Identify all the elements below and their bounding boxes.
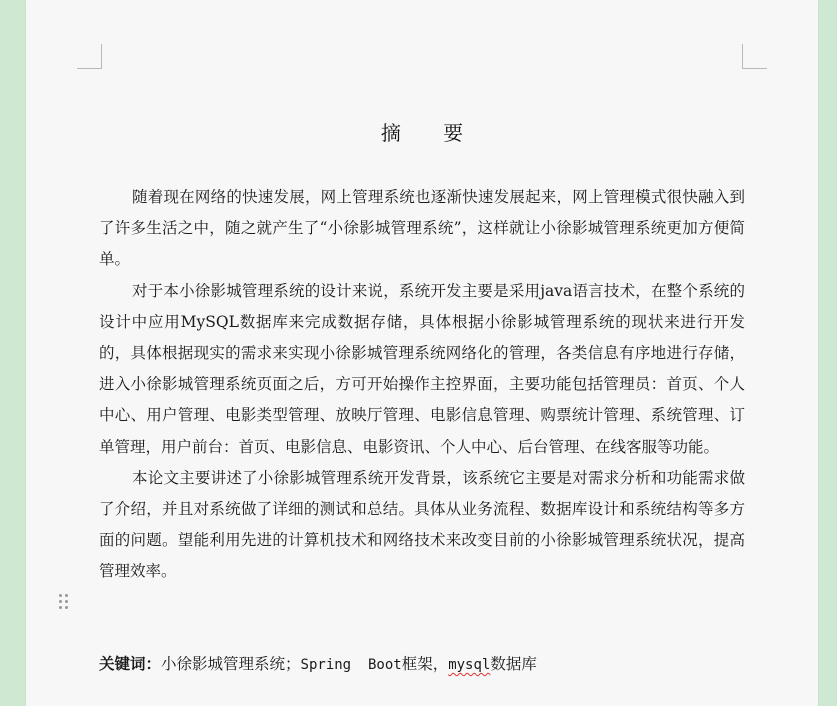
keyword-framework: 框架， xyxy=(401,655,449,673)
margin-corner-top-left xyxy=(77,44,102,69)
document-page[interactable] xyxy=(26,0,818,706)
abstract-paragraph-1[interactable]: 随着现在网络的快速发展，网上管理系统也逐渐快速发展起来，网上管理模式很快融入到了许多生活之中，随之就产生了“小徐影城管理系统”，这样就让小徐影城管理系统更加方便简单。 xyxy=(99,188,745,269)
keyword-database: 数据库 xyxy=(490,655,537,673)
keywords-label: 关键词： xyxy=(99,654,162,673)
abstract-paragraph-3[interactable]: 本论文主要讲述了小徐影城管理系统开发背景，该系统它主要是对需求分析和功能需求做了介绍，并且对系统做了详细的测试和总结。具体从业务流程、数据库设计和系统结构等多方面的问题。望能利用先进的计算机技术和网络技术来改变目前的小徐影城管理系统状况，提高管理效率。 xyxy=(99,468,745,581)
keyword-system: 小徐影城管理系统； xyxy=(161,655,301,673)
abstract-title[interactable]: 摘 要 xyxy=(380,121,482,145)
keywords-line[interactable] xyxy=(99,652,537,674)
keyword-spring-boot: Spring Boot xyxy=(300,657,402,673)
abstract-body[interactable] xyxy=(99,182,745,588)
margin-corner-top-right xyxy=(742,44,767,69)
abstract-paragraph-2[interactable]: 对于本小徐影城管理系统的设计来说，系统开发主要是采用java语言技术，在整个系统的设计中应用MySQL数据库来完成数据存储，具体根据小徐影城管理系统的现状来进行开发的，具体根据现实的需求来实现小徐影城管理系统网络化的管理，各类信息有序地进行存储，进入小徐影城管理系统页面之后，方可开始操作主控界面，主要功能包括管理员：首页、个人中心、用户管理、电影类型管理、放映厅管理、电影信息管理、购票统计管理、系统管理、订单管理，用户前台：首页、电影信息、电影资讯、个人中心、后台管理、在线客服等功能。 xyxy=(99,281,745,456)
paragraph-drag-handle-icon[interactable] xyxy=(59,594,69,612)
keyword-mysql: mysql xyxy=(448,657,491,673)
